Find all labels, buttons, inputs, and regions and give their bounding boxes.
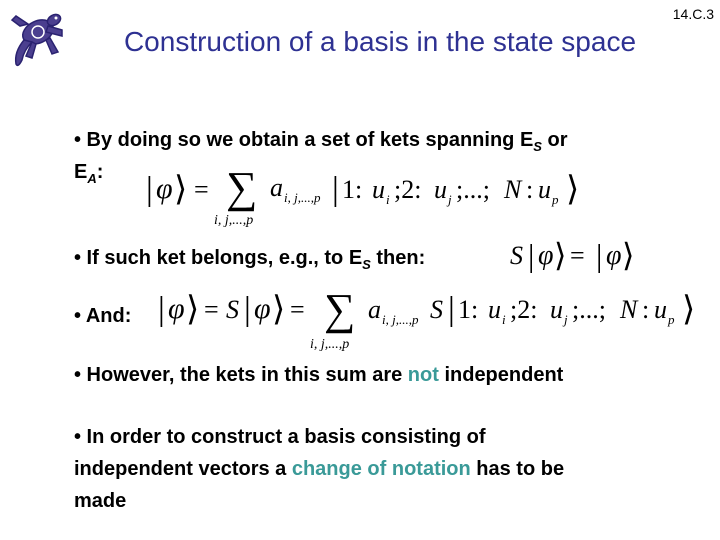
svg-text:|: |	[158, 291, 165, 328]
equation-1	[146, 163, 596, 235]
bullet-2-sub: S	[362, 257, 371, 272]
bullet-1-mid: or	[541, 129, 568, 151]
svg-text:|: |	[596, 237, 603, 273]
svg-text:i: i	[502, 312, 506, 327]
svg-text:φ: φ	[254, 292, 271, 325]
bullet-1-line2-text: E	[74, 161, 88, 183]
svg-text:u: u	[372, 175, 385, 204]
bullet-5-line1: • In order to construct a basis consisting of	[74, 426, 486, 448]
svg-text::: :	[642, 295, 650, 324]
svg-text:u: u	[550, 295, 563, 324]
svg-text:=: =	[570, 241, 585, 270]
svg-text:S: S	[430, 295, 443, 324]
svg-text:∑: ∑	[324, 285, 356, 334]
svg-text:φ: φ	[168, 292, 185, 325]
bullet-5	[74, 421, 564, 517]
svg-text:=: =	[290, 295, 305, 324]
bullet-4	[74, 363, 563, 387]
svg-text:1:: 1:	[342, 175, 363, 204]
bullet-4-post: independent	[438, 364, 564, 386]
svg-text:|: |	[448, 291, 455, 328]
bullet-5-accent: change of notation	[291, 458, 471, 480]
bullet-2-post: then:	[370, 247, 426, 269]
svg-text:;...;: ;...;	[456, 175, 490, 204]
svg-text:i: i	[386, 192, 390, 207]
svg-text:=: =	[204, 295, 219, 324]
svg-text:∑: ∑	[226, 163, 258, 212]
slide-number: 14.C.3	[672, 6, 714, 22]
bullet-5-line2-text: independent vectors a	[74, 458, 292, 480]
svg-text:u: u	[434, 175, 447, 204]
bullet-3: • And:	[74, 305, 132, 327]
svg-text:j: j	[564, 312, 568, 327]
bullet-1-text: • By doing so we obtain a set of kets spanning E	[74, 129, 534, 151]
svg-text:|: |	[244, 291, 251, 328]
bullet-2	[74, 246, 425, 277]
svg-text:a: a	[368, 295, 381, 324]
bullet-1	[74, 128, 568, 159]
svg-text:⟩: ⟩	[186, 291, 200, 328]
svg-text:=: =	[194, 175, 209, 204]
bullet-5-line3: made	[74, 490, 127, 512]
bullet-4-text: • However, the kets in this sum are	[74, 364, 408, 386]
svg-text:N: N	[504, 175, 522, 204]
bullet-1-line2-colon: :	[96, 161, 104, 183]
equation-2	[508, 236, 638, 281]
svg-text:S: S	[510, 241, 523, 270]
svg-text:⟩: ⟩	[622, 237, 635, 273]
svg-text:|: |	[528, 237, 535, 273]
bullet-1-line2-sub: A	[87, 171, 97, 186]
svg-text:⟩: ⟩	[682, 291, 696, 328]
bullet-1-line2	[74, 160, 103, 191]
svg-text:φ: φ	[156, 172, 173, 205]
bullet-5-line2-post: has to be	[470, 458, 565, 480]
svg-text:;2:: ;2:	[510, 295, 538, 324]
bullet-1-sub: S	[533, 139, 542, 154]
svg-text:i, j,...,p: i, j,...,p	[284, 190, 321, 205]
svg-text:⟩: ⟩	[566, 171, 580, 208]
svg-text:i, j,...,p: i, j,...,p	[310, 337, 350, 352]
svg-text:S: S	[226, 295, 239, 324]
svg-text:⟩: ⟩	[272, 291, 286, 328]
svg-text:i, j,...,p: i, j,...,p	[214, 213, 254, 228]
svg-text::: :	[526, 175, 534, 204]
svg-text:p: p	[668, 312, 675, 327]
svg-text:u: u	[538, 175, 551, 204]
svg-text:φ: φ	[606, 240, 622, 271]
svg-text:|: |	[332, 171, 339, 208]
svg-text:|: |	[146, 171, 153, 208]
slide-title: Construction of a basis in the state space	[123, 26, 637, 57]
bullet-5-line2	[74, 453, 564, 485]
lizard-logo-icon	[2, 2, 72, 72]
svg-text:1:: 1:	[458, 295, 479, 324]
svg-text:a: a	[270, 173, 283, 202]
svg-text:;...;: ;...;	[572, 295, 606, 324]
svg-text:u: u	[654, 295, 667, 324]
svg-text:;2:: ;2:	[394, 175, 422, 204]
svg-text:N: N	[620, 295, 638, 324]
bullet-2-text: • If such ket belongs, e.g., to E	[74, 247, 363, 269]
svg-text:j: j	[448, 192, 452, 207]
svg-text:⟩: ⟩	[174, 171, 188, 208]
bullet-4-accent: not	[407, 364, 439, 386]
svg-text:u: u	[488, 295, 501, 324]
svg-text:⟩: ⟩	[554, 237, 567, 273]
svg-text:i, j,...,p: i, j,...,p	[382, 312, 419, 327]
svg-text:φ: φ	[538, 240, 554, 271]
svg-text:p: p	[552, 192, 559, 207]
equation-3	[158, 286, 698, 361]
